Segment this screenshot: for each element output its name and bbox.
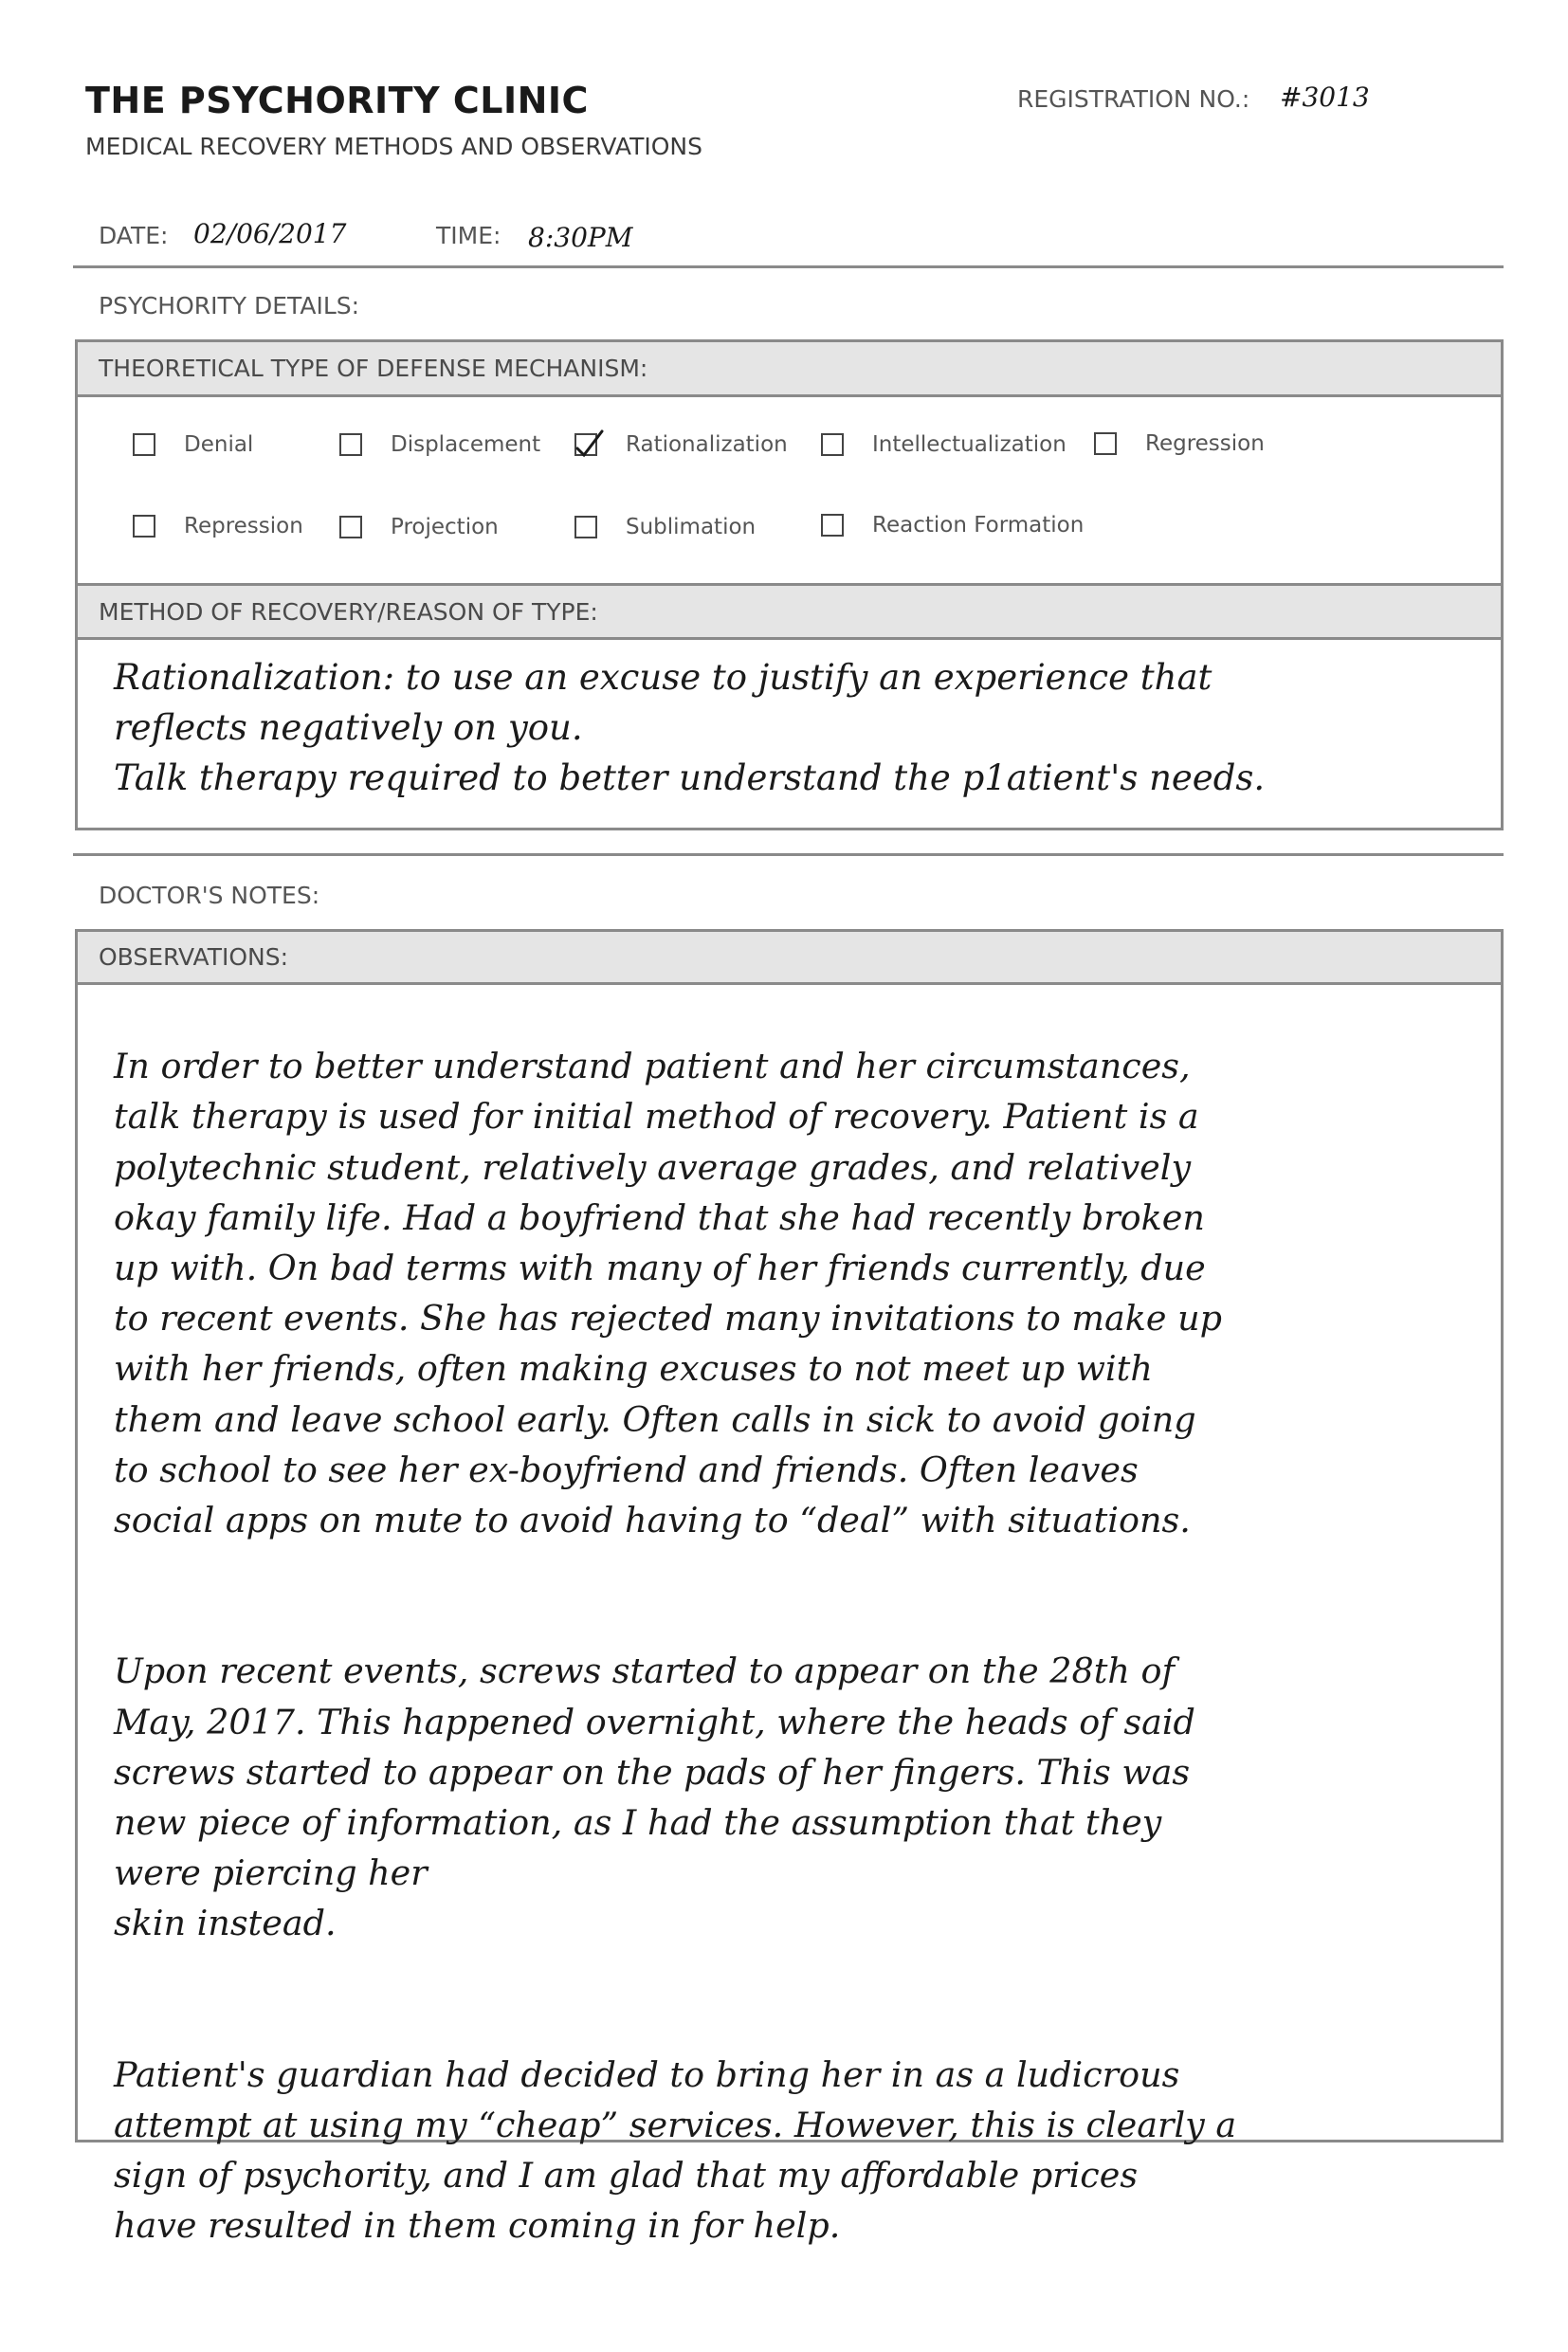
checkbox-sublimation[interactable] bbox=[574, 516, 597, 538]
notes-section-label: DOCTOR'S NOTES: bbox=[99, 882, 320, 909]
option-sublimation[interactable] bbox=[574, 515, 756, 539]
checkbox-reaction-formation[interactable] bbox=[821, 514, 844, 537]
option-label: Repression bbox=[184, 514, 303, 538]
option-label: Regression bbox=[1145, 431, 1265, 456]
registration-value[interactable]: #3013 bbox=[1280, 82, 1370, 113]
form-subtitle: MEDICAL RECOVERY METHODS AND OBSERVATIONS bbox=[85, 133, 702, 160]
checkmark-icon bbox=[573, 426, 605, 458]
checkbox-regression[interactable] bbox=[1094, 432, 1117, 455]
observations-text[interactable] bbox=[114, 991, 1488, 2352]
observations-heading: OBSERVATIONS: bbox=[78, 932, 1501, 985]
checkbox-repression[interactable] bbox=[133, 515, 155, 538]
checkbox-denial[interactable] bbox=[133, 433, 155, 456]
option-regression[interactable] bbox=[1094, 431, 1265, 456]
registration-label: REGISTRATION NO.: bbox=[1017, 85, 1250, 113]
time-label: TIME: bbox=[436, 222, 501, 249]
option-label: Reaction Formation bbox=[872, 513, 1085, 538]
date-value[interactable]: 02/06/2017 bbox=[193, 218, 347, 249]
option-label: Displacement bbox=[391, 432, 541, 457]
option-intellectualization[interactable] bbox=[821, 432, 1067, 457]
option-label: Projection bbox=[391, 515, 499, 539]
option-denial[interactable] bbox=[133, 432, 253, 457]
option-projection[interactable] bbox=[339, 515, 499, 539]
observation-paragraph: Patient's guardian had decided to bring her in as a ludicrous attempt at using my “cheap” services. However, this is clearly a sign of psychority, and I am glad that my affordable prices have resulted in them coming in for help. bbox=[114, 2053, 1237, 2247]
option-displacement[interactable] bbox=[339, 432, 540, 457]
defense-heading: THEORETICAL TYPE OF DEFENSE MECHANISM: bbox=[78, 342, 1501, 397]
method-heading: METHOD OF RECOVERY/REASON OF TYPE: bbox=[78, 583, 1501, 640]
details-section-label: PSYCHORITY DETAILS: bbox=[99, 292, 360, 319]
clinic-name: THE PSYCHORITY CLINIC bbox=[85, 80, 589, 121]
option-label: Rationalization bbox=[626, 432, 788, 457]
option-rationalization[interactable] bbox=[574, 432, 788, 457]
observation-paragraph: In order to better understand patient and her circumstances, talk therapy is used for initial method of recovery. Patient is a polytechnic student, relatively average grades, and relatively okay family life. Had a boyfriend that she had recently broken up with. On bad terms with many of her friends currently, due to recent events. She has rejected many invitations to make up with her friends, often making excuses to not meet up with them and leave school early. Often calls in sick to avoid going to school to see her ex-boyfriend and friends. Often leaves social apps on mute to avoid having to “deal” with situations. bbox=[114, 1046, 1222, 1541]
option-label: Sublimation bbox=[626, 515, 757, 539]
checkbox-rationalization[interactable] bbox=[574, 433, 597, 456]
option-label: Denial bbox=[184, 432, 254, 457]
option-repression[interactable] bbox=[133, 514, 303, 538]
method-text[interactable]: Rationalization: to use an excuse to justify an experience that reflects negatively on you. Talk therapy required to better understand the p1atient's needs. bbox=[114, 657, 1266, 798]
section-divider bbox=[73, 853, 1504, 856]
header-divider bbox=[73, 265, 1504, 268]
checkbox-displacement[interactable] bbox=[339, 433, 362, 456]
time-value[interactable]: 8:30PM bbox=[528, 222, 633, 253]
checkbox-projection[interactable] bbox=[339, 516, 362, 538]
observation-paragraph: Upon recent events, screws started to appear on the 28th of May, 2017. This happened overnight, where the heads of said screws started to appear on the pads of her fingers. This was new piece of information, as I had the assumption that they were piercing her skin instead. bbox=[114, 1650, 1195, 1944]
date-label: DATE: bbox=[99, 222, 169, 249]
option-reaction-formation[interactable] bbox=[821, 513, 1084, 538]
option-label: Intellectualization bbox=[872, 432, 1067, 457]
checkbox-intellectualization[interactable] bbox=[821, 433, 844, 456]
